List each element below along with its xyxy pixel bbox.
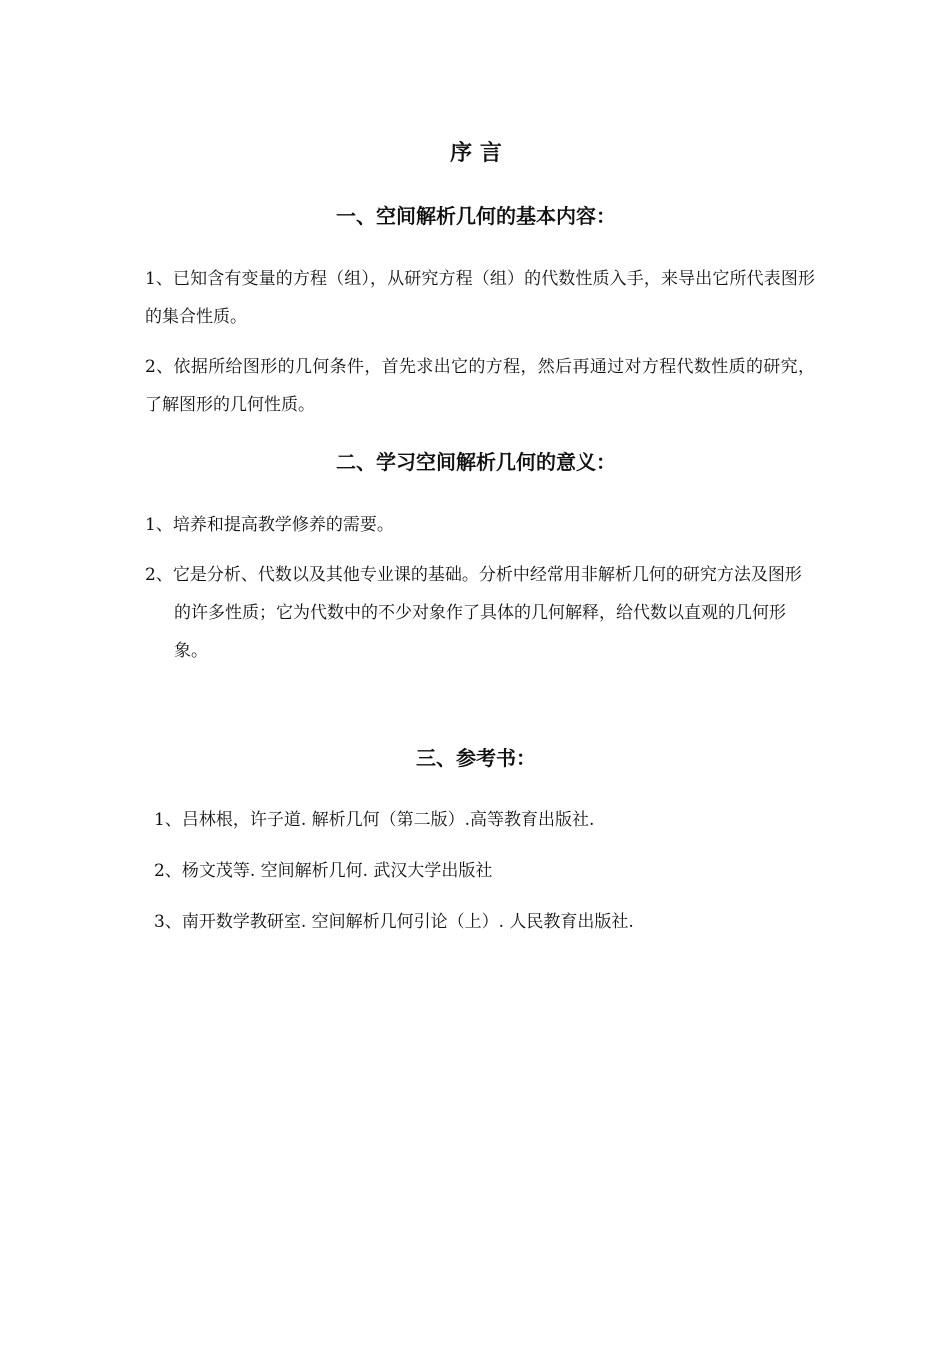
paragraph-item: 1、培养和提高教学修养的需要。	[145, 515, 394, 535]
paragraph-item: 1、已知含有变量的方程（组），从研究方程（组）的代数性质入手，来导出它所代表图形的集合性质。	[145, 269, 815, 327]
reference-item: 2、杨文茂等. 空间解析几何. 武汉大学出版社	[154, 861, 493, 881]
paragraph-item: 2、依据所给图形的几何条件，首先求出它的方程，然后再通过对方程代数性质的研究，了解图形的几何性质。	[145, 357, 815, 415]
paragraph-item: 2、它是分析、代数以及其他专业课的基础。分析中经常用非解析几何的研究方法及图形的许多性质；它为代数中的不少对象作了具体的几何解释，给代数以直观的几何形象。	[145, 565, 802, 661]
reference-item: 1、吕林根，许子道. 解析几何（第二版）.高等教育出版社.	[154, 810, 595, 830]
reference-item: 3、南开数学教研室. 空间解析几何引论（上）. 人民教育出版社.	[154, 912, 634, 932]
section-heading-significance: 二、学习空间解析几何的意义：	[336, 450, 616, 474]
section-heading-references: 三、参考书：	[416, 746, 536, 770]
section-heading-basic-content: 一、空间解析几何的基本内容：	[336, 204, 616, 228]
page-title: 序 言	[450, 141, 502, 166]
